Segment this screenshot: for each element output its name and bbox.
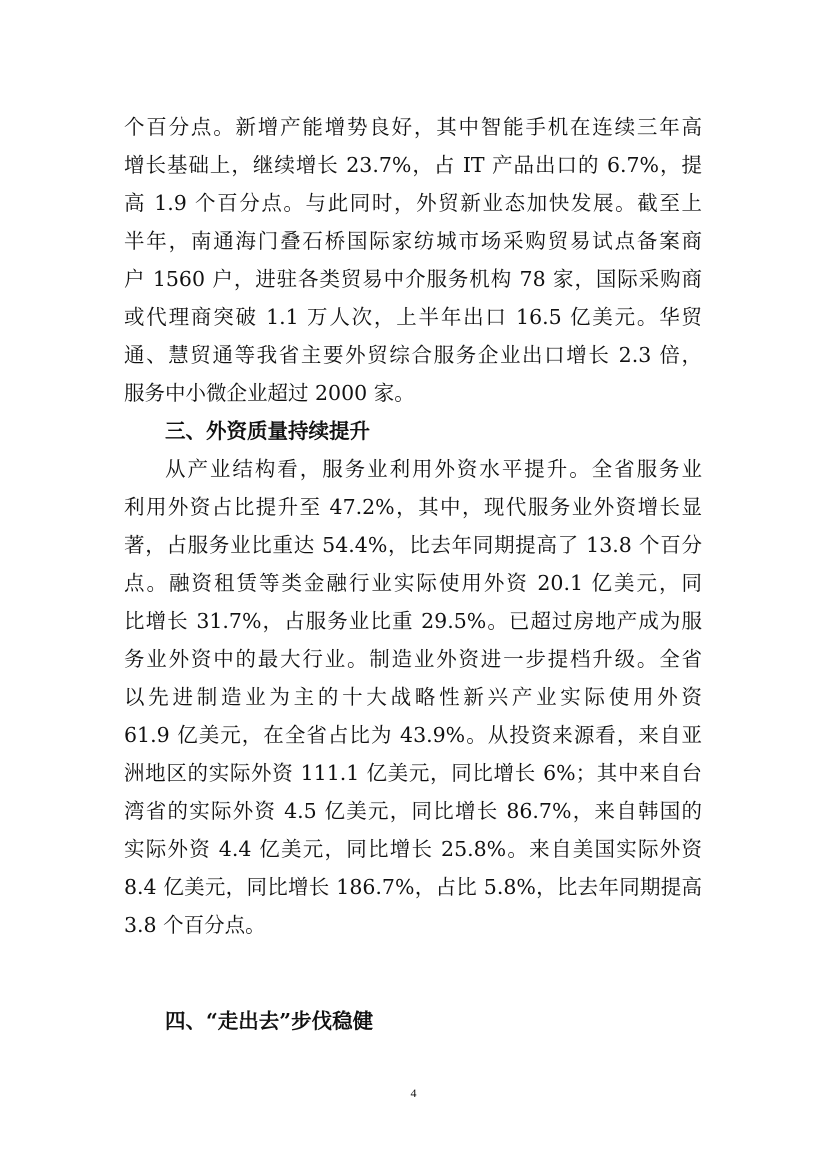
paragraph-line: 半年，南通海门叠石桥国际家纺城市场采购贸易试点备案商: [124, 229, 702, 253]
section-heading: 三、外资质量持续提升: [165, 419, 370, 443]
paragraph-line: 61.9 亿美元，在全省占比为 43.9%。从投资来源看，来自亚: [124, 723, 702, 747]
paragraph-line: 洲地区的实际外资 111.1 亿美元，同比增长 6%；其中来自台: [124, 761, 702, 785]
paragraph-line: 从产业结构看，服务业利用外资水平提升。全省服务业: [165, 457, 702, 481]
paragraph-line: 实际外资 4.4 亿美元，同比增长 25.8%。来自美国实际外资: [124, 837, 702, 861]
paragraph-line: 增长基础上，继续增长 23.7%，占 IT 产品出口的 6.7%，提: [124, 153, 702, 177]
paragraph-line: 高 1.9 个百分点。与此同时，外贸新业态加快发展。截至上: [124, 191, 702, 215]
section-heading: 四、“走出去”步伐稳健: [165, 1009, 374, 1033]
paragraph-line: 户 1560 户，进驻各类贸易中介服务机构 78 家，国际采购商: [124, 267, 702, 291]
paragraph-line: 著，占服务业比重达 54.4%，比去年同期提高了 13.8 个百分: [124, 533, 702, 557]
paragraph-line: 湾省的实际外资 4.5 亿美元，同比增长 86.7%，来自韩国的: [124, 799, 702, 823]
paragraph-line: 务业外资中的最大行业。制造业外资进一步提档升级。全省: [124, 647, 702, 671]
paragraph-line: 通、慧贸通等我省主要外贸综合服务企业出口增长 2.3 倍，: [124, 343, 702, 367]
paragraph-line: 或代理商突破 1.1 万人次，上半年出口 16.5 亿美元。华贸: [124, 305, 702, 329]
paragraph-line: 以先进制造业为主的十大战略性新兴产业实际使用外资: [124, 685, 702, 709]
paragraph-line: 8.4 亿美元，同比增长 186.7%，占比 5.8%，比去年同期提高: [124, 875, 702, 899]
paragraph-line: 点。融资租赁等类金融行业实际使用外资 20.1 亿美元，同: [124, 571, 702, 595]
paragraph-line: 个百分点。新增产能增势良好，其中智能手机在连续三年高: [124, 115, 702, 139]
page-number: 4: [410, 1086, 417, 1100]
paragraph-line: 利用外资占比提升至 47.2%，其中，现代服务业外资增长显: [124, 495, 702, 519]
paragraph-line: 服务中小微企业超过 2000 家。: [124, 381, 415, 405]
paragraph-line: 3.8 个百分点。: [124, 913, 266, 937]
paragraph-line: 比增长 31.7%，占服务业比重 29.5%。已超过房地产成为服: [124, 609, 702, 633]
